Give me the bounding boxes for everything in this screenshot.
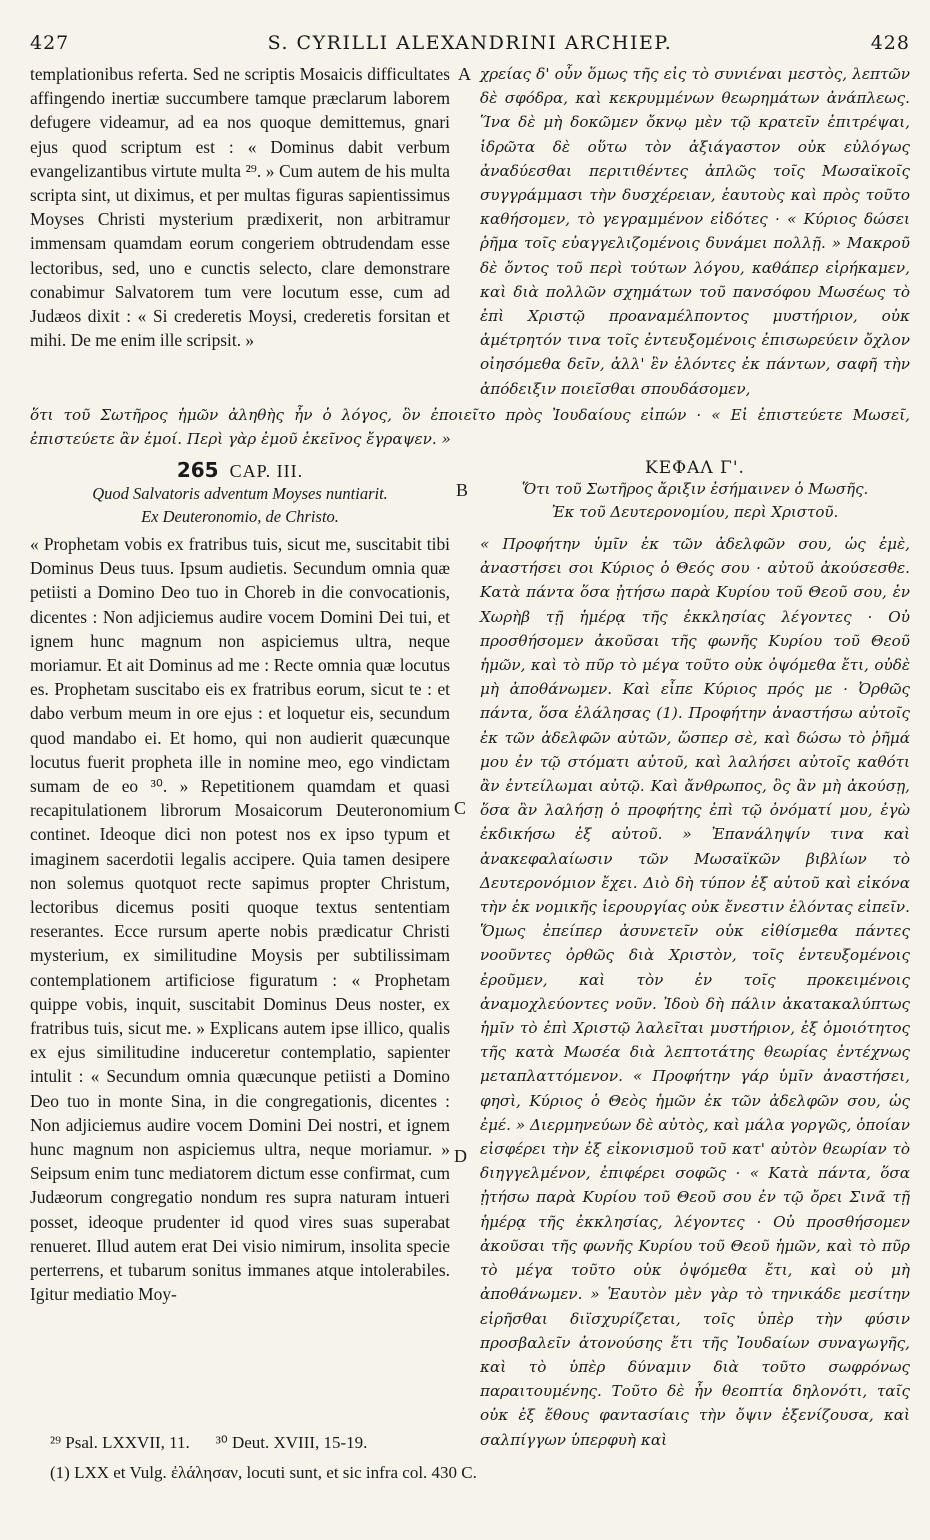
latin-body-paragraph: « Prophetam vobis ex fratribus tuis, sicut me, suscitabit tibi Dominus Deus tuus. Ipsum audietis. Secundum omnia quæ petiisti a Domino Deo tuo in Choreb in die convocationis, dicentes : Non adjiciemus audire vocem Domini Dei tui, et ignem hunc magnum non aspiciemus ultra, neque moriamur. Et ait Dominus ad me : Recte omnia quæ locutus es. Prophetam suscitabo eis ex fratribus eorum, sicut te : et dabo verbum meum in ore ejus : et loquetur eis, secundum quod mandabo ei. Et homo, qui non audierit quæcunque locutus fuerit propheta ille in nomine meo, ego vindictam sumam de eo ³⁰. » Repetitionem quamdam et quasi recapitulationem librorum Mosaicorum Deuteronomium continet. Ideoque dici non potest nos ex ipso typum et imaginem sacerdotii legalis accipere. Quia tamen desipere non solemus quotquot recte sapimus propter Christum, lectoribus dicemus positi quoque textus sententiam reserantes. Ecce rursum aperte nobis prædicatur Christi mysterium, ex similitudine Moysis per subtilissimam contemplationem artificiose figuratum : « Prophetam quippe vobis, inquit, suscitabit Dominus Deus noster, ex fratribus tuis, sicut me. » Explicans autem ipse illico, qualis ex ejus similitudine induceretur contemplatio, sapienter intulit : « Secundum omnia quæcunque petiisti a Domino Deo tuo in monte Sina, in die congregationis, dicentes : Non adjiciemus audire vocem Domini Dei nostri, et ignem hunc magnum non aspiciemus ultra, neque moriamur. » Seipsum enim tunc mediatorem dictum esse confirmat, cum Judæorum congregatio nondum res supra naturam intueri posset, ideoque prudenter id quod vires suas superabat renueret. Illud autem erat Dei visio nimirum, insolita specie perterrens, et tubarum sonitus immanes atque intolerabiles. Igitur mediatio Moy-: [30, 534, 450, 1305]
margin-letter-b: B: [456, 480, 469, 500]
greek-full-width-line: [30, 403, 910, 453]
running-title: S. CYRILLI ALEXANDRINI ARCHIEP.: [267, 32, 673, 54]
greek-chapter-subtitle-2: Ἐκ τοῦ Δευτερονομίου, περὶ Χριστοῦ.: [551, 503, 839, 521]
footnote-30: ³⁰ Deut. XVIII, 15-19.: [215, 1433, 368, 1452]
footnote-1: (1) LXX et Vulg. ἐλάλησαν, locuti sunt, et sic infra col. 430 C.: [50, 1463, 477, 1482]
greek-chapter-heading: [480, 458, 910, 524]
margin-letter-a: A: [458, 64, 471, 84]
latin-column-body: [30, 532, 450, 1422]
latin-chapter-subtitle-2: Ex Deuteronomio, de Christo.: [141, 507, 339, 526]
page-number-left: 427: [30, 32, 70, 54]
chapter-label: CAP. III.: [229, 461, 304, 481]
footnote-line-1: [50, 1428, 900, 1458]
chapter-number: 265: [176, 458, 219, 482]
greek-column-body: [480, 532, 910, 1449]
latin-column-top: [30, 62, 450, 402]
running-header: [30, 28, 910, 58]
latin-chapter-subtitle-1: Quod Salvatoris adventum Moyses nuntiarit.: [92, 484, 388, 503]
footnote-29: ²⁹ Psal. LXXVII, 11.: [50, 1433, 190, 1452]
page-number-right: 428: [870, 32, 910, 54]
margin-letter-c: C: [454, 798, 467, 818]
latin-paragraph: templationibus referta. Sed ne scriptis Mosaicis difficultates affingendo inertiæ succumbere tamque præclarum laborem defugere videamur, ad ea nos quoque demittemus, gnari ejus quod scriptum est : « Dominus dabit verbum evangelizantibus virtute multa ²⁹. » Cum autem de his multa scripta sint, ut diximus, et per multas figuras sapientissimus Moyses Christi mysterium prædixerit, non arbitramur immensam quamdam eorum congeriem obtrudendam esse lectoribus, sed, uno e cunctis selecto, clare demonstrare conabimur Salvatorem tum vere locutum esse, cum ad Judæos dixit : « Si crederetis Moysi, crederetis forsitan et mihi. De me enim ille scripsit. »: [30, 64, 450, 351]
greek-body-paragraph: « Προφήτην ὑμῖν ἐκ τῶν ἀδελφῶν σου, ὡς ἐμὲ, ἀναστήσει σοι Κύριος ὁ Θεός σου · αὐτοῦ ἀκούσεσθε. Κατὰ πάντα ὅσα ᾐτήσω παρὰ Κυρίου τοῦ Θεοῦ σου, ἐν Χωρὴβ τῇ ἡμέρᾳ τῆς ἐκκλησίας λέγοντες · Οὐ προσθήσομεν ἀκοῦσαι τῆς φωνῆς Κυρίου τοῦ Θεοῦ ἡμῶν, καὶ τὸ πῦρ τὸ μέγα τοῦτο οὐκ ὀψόμεθα ἔτι, οὐδὲ μὴ ἀποθάνωμεν. Καὶ εἶπε Κύριος πρός με · Ὀρθῶς πάντα, ὅσα ἐλάλησας (1). Προφήτην ἀναστήσω αὐτοῖς ἐκ τῶν ἀδελφῶν αὐτῶν, ὥσπερ σὲ, καὶ δώσω τὸ ῥῆμά μου ἐν τῷ στόματι αὐτοῦ, καὶ λαλήσει αὐτοῖς καθότι ἂν ἐντείλωμαι αὐτῷ. Καὶ ἄνθρωπος, ὃς ἂν μὴ ἀκούσῃ, ὅσα ἂν λαλήσῃ ὁ προφήτης ἐπὶ τῷ ὀνόματί μου, ἐγὼ ἐκδικήσω ἐξ αὐτοῦ. » Ἐπανάληψίν τινα καὶ ἀνακεφαλαίωσιν τῶν Μωσαϊκῶν βιβλίων τὸ Δευτερονόμιον ἔχει. Διὸ δὴ τύπον ἐξ αὐτοῦ καὶ εἰκόνα τὴν ἐκ νομικῆς ἱερουργίας οὐκ ἔνεστιν ἑλόντας εἰπεῖν. Ὅμως ἐπείπερ ἀσυνετεῖν οὐκ εἰθίσμεθα πάντες νοοῦντες ὀρθῶς διὰ Χριστὸν, τοῖς ἐντευξομένοις ἐροῦμεν, καὶ τὸν ἐν τοῖς προκειμένοις ἀναμοχλεύοντες νοῦν. Ἰδοὺ δὴ πάλιν ἀκατακαλύπτως ἡμῖν τὸ ἐπὶ Χριστῷ λαλεῖται μυστήριον, ἐξ ὁμοιότητος τῆς κατὰ Μωσέα διὰ λεπτοτάτης θεωρίας ἐντέχνως μεταπλαττόμενον. « Προφήτην γάρ ὑμῖν ἀναστήσει, φησὶ, Κύριος ὁ Θεὸς ἡμῶν ἐκ τῶν ἀδελφῶν σου, ὡς ἐμέ. » Διερμηνεύων δὲ αὐτὸς, καὶ μάλα γοργῶς, ὁποίαν εἰσφέρει τὴν ἐξ εἰκονισμοῦ τοῦ κατ' αὐτὸν θεωρίαν τὸ διηγγελμένον, ἐπιφέρει σοφῶς · « Κατὰ πάντα, ὅσα ᾐτήσω παρὰ Κυρίου τοῦ Θεοῦ σου ἐν τῷ ὄρει Σινᾶ τῇ ἡμέρᾳ τῆς ἐκκλησίας, λέγοντες · Οὐ προσθήσομεν ἀκοῦσαι τῆς φωνῆς Κυρίου τοῦ Θεοῦ ἡμῶν, καὶ τὸ πῦρ τὸ μέγα τοῦτο οὐκ ὀψόμεθα ἔτι, καὶ οὐ μὴ ἀποθάνωμεν. » Ἑαυτὸν μὲν γὰρ τὸ τηνικάδε μεσίτην εἰρῆσθαι διϊσχυρίζεται, τοῖς ὑπὲρ τὴν φύσιν προσβαλεῖν ἀτονούσης ἔτι τῆς Ἰουδαίων συναγωγῆς, καὶ τὸ ὑπὲρ δύναμιν διὰ τοῦτο σωφρόνως παραιτουμένης. Τοῦτο δὲ ἦν θεοπτία δηλονότι, ταῖς οὐκ ἐξ ἔθους φαντασίαις τὴν ὄψιν ἐξενίζουσα, καὶ σαλπίγγων ὑπερφυὴ καὶ: [480, 535, 910, 1449]
greek-chapter-subtitle-1: Ὅτι τοῦ Σωτῆρος ἄριξιν ἐσήμαινεν ὁ Μωσῆς.: [521, 480, 869, 498]
page: [30, 28, 910, 1518]
greek-column-top: [480, 62, 910, 402]
greek-chapter-title: ΚΕΦΑΛ Γ'.: [645, 458, 745, 478]
latin-chapter-title: [30, 458, 450, 482]
footnotes: [50, 1428, 900, 1488]
margin-letter-d: D: [454, 1146, 467, 1166]
latin-chapter-heading: [30, 458, 450, 528]
greek-paragraph: χρείας δ' οὖν ὅμως τῆς εἰς τὸ συνιέναι μεστὸς, λεπτῶν δὲ σφόδρα, καὶ κεκρυμμένων θεωρημάτων ἀνάπλεως. Ἵνα δὲ μὴ δοκῶμεν ὄκνῳ μὲν τῷ κρατεῖν ἐπιτρέψαι, ἱδρῶτα δὲ οὕτω τὸν ἀξιάγαστον οὐκ εὐλόγως ἀναδύεσθαι περιτιθέντες ἀπλῶς τοῖς Μωσαϊκοῖς συγγράμμασι τὴν δυσχέρειαν, ἑαυτοὺς καὶ πρὸς τοῦτο καθήσομεν, τὸ γεγραμμένον εἰδότες · « Κύριος δώσει ῥῆμα τοῖς εὐαγγελιζομένοις δυνάμει πολλῇ. » Μακροῦ δὲ ὄντος τοῦ περὶ τούτων λόγου, καθάπερ εἰρήκαμεν, καὶ διὰ πολλῶν σχημάτων τοῦ πανσόφου Μωσέως τὸ ἐπὶ Χριστῷ προαναμέλποντος μυστήριον, οὐκ ἀμέτρητόν τινα τοῖς ἐντευξομένοις ἐπισωρεύειν ὄχλον οἰησόμεθα δεῖν, ἀλλ' ἓν ἑλόντες ἐκ πάντων, σαφῆ τὴν ἀπόδειξιν ποιεῖσθαι σπουδάσομεν,: [480, 65, 910, 398]
greek-continuation: ὅτι τοῦ Σωτῆρος ἡμῶν ἀληθὴς ἦν ὁ λόγος, ὃν ἐποιεῖτο πρὸς Ἰουδαίους εἰπών · « Εἰ ἐπιστεύετε Μωσεῖ, ἐπιστεύετε ἂν ἐμοί. Περὶ γὰρ ἐμοῦ ἐκεῖνος ἔγραψεν. »: [30, 406, 910, 448]
